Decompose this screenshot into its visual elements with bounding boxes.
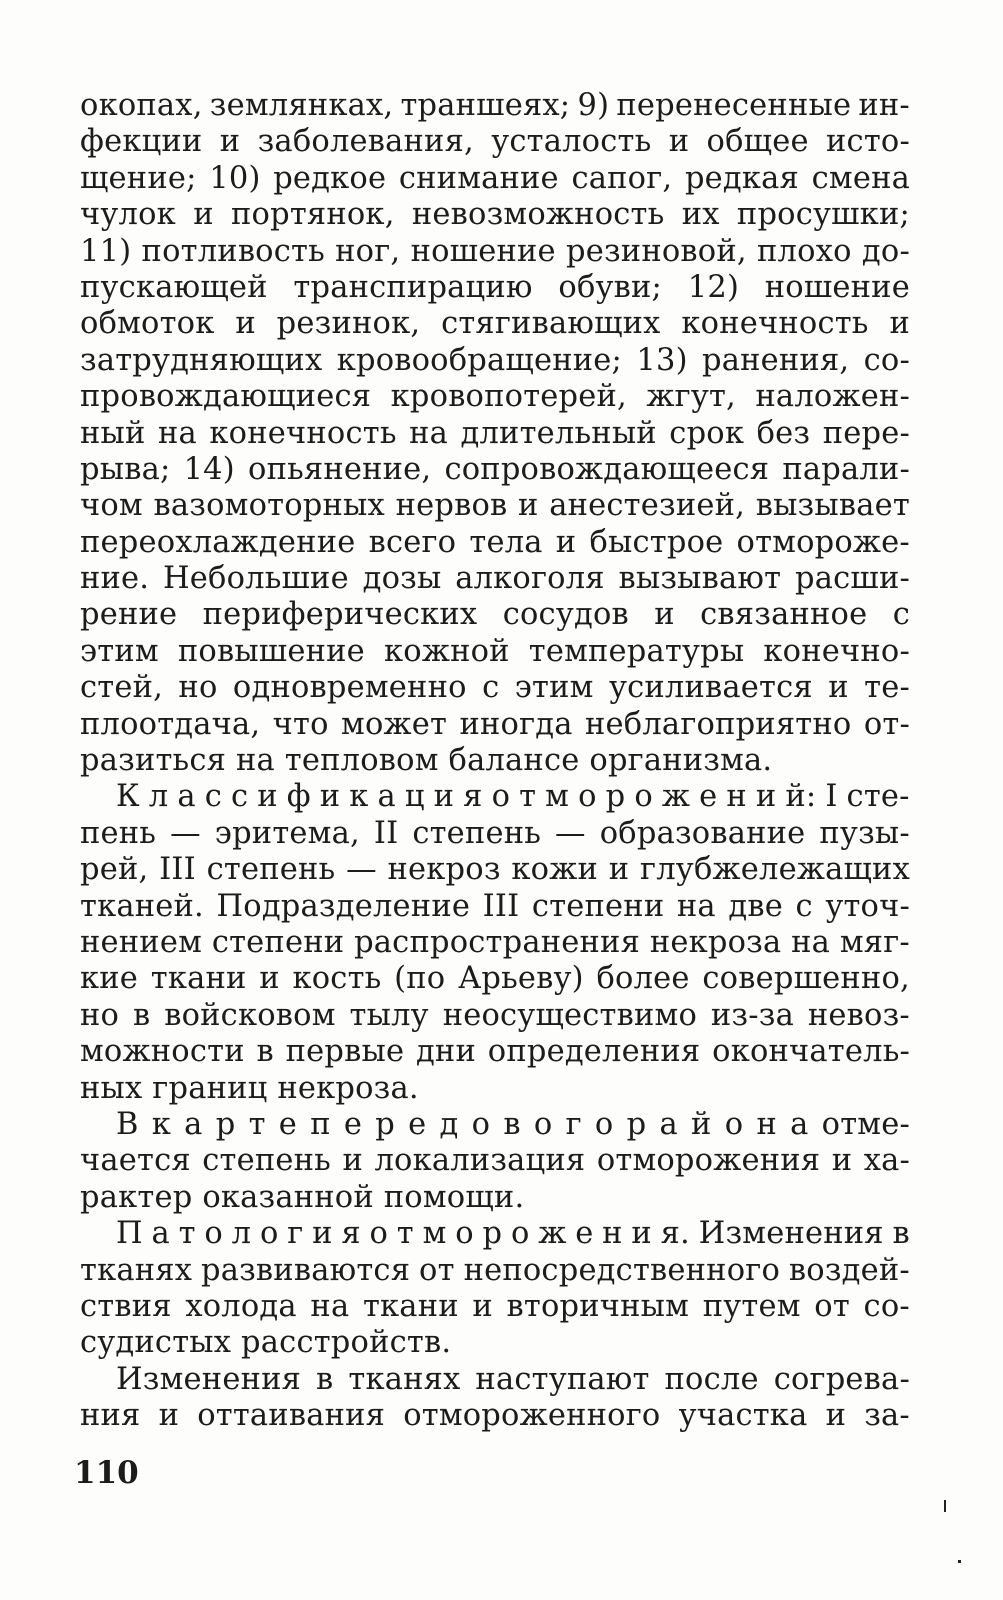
text-line: чулок и портянок, невозможность их просушки; <box>80 197 910 233</box>
text-line: этим повышение кожной температуры конечно- <box>80 633 910 669</box>
text-line: рыва; 14) опьянение, сопровождающееся парали- <box>80 451 910 487</box>
text-line: щение; 10) редкое снимание сапог, редкая смена <box>80 160 910 196</box>
text-line: пень — эритема, II степень — образование пузы- <box>80 815 910 851</box>
text-line: стей, но одновременно с этим усиливается и те- <box>80 670 910 706</box>
text-line: плоотдача, что может иногда неблагоприятно от- <box>80 706 910 742</box>
text-line: нением степени распространения некроза на мяг- <box>80 924 910 960</box>
text-line: фекции и заболевания, усталость и общее исто- <box>80 124 910 160</box>
text-line: П а т о л о г и я о т м о р о ж е н и я. Изменения в <box>116 1216 910 1252</box>
text-line: затрудняющих кровообращение; 13) ранения, со- <box>80 342 910 378</box>
text-line: провождающиеся кровопотерей, жгут, наложен- <box>80 379 910 415</box>
text-line: тканях развиваются от непосредственного воздей- <box>80 1252 910 1288</box>
text-line: тканей. Подразделение III степени на две с уточ- <box>80 888 910 924</box>
text-line: 11) потливость ног, ношение резиновой, плохо до- <box>80 233 910 269</box>
text-line: рей, III степень — некроз кожи и глубжележащих <box>80 852 910 888</box>
text-line: судистых расстройств. <box>80 1325 452 1361</box>
text-line: ния и оттаивания отмороженного участка и за- <box>80 1398 910 1434</box>
margin-mark <box>944 1500 946 1512</box>
text-line: ствия холода на ткани и вторичным путем от со- <box>80 1288 910 1324</box>
text-line: пускающей транспирацию обуви; 12) ношение <box>80 269 910 305</box>
text-line: обмоток и резинок, стягивающих конечность и <box>80 306 910 342</box>
margin-mark <box>958 1560 961 1563</box>
text-line: ный на конечность на длительный срок без пере- <box>80 415 910 451</box>
text-line: Изменения в тканях наступают после согрева- <box>116 1361 910 1397</box>
text-line: В к а р т е п е р е д о в о г о р а й о н а отме- <box>116 1106 910 1142</box>
text-line: окопах, землянках, траншеях; 9) перенесенные ин- <box>80 88 910 123</box>
text-line: ных границ некроза. <box>80 1070 419 1106</box>
text-line: чается степень и локализация отморожения и ха- <box>80 1143 910 1179</box>
text-line: ние. Небольшие дозы алкоголя вызывают расши- <box>80 561 910 597</box>
page-number: 110 <box>74 1455 139 1491</box>
text-line: кие ткани и кость (по Арьеву) более совершенно, <box>80 961 910 997</box>
text-line: К л а с с и ф и к а ц и я о т м о р о ж е н и й: I сте- <box>116 779 910 815</box>
text-line: рение периферических сосудов и связанное с <box>80 597 910 633</box>
text-line: чом вазомоторных нервов и анестезией, вызывает <box>80 488 910 524</box>
text-line: рактер оказанной помощи. <box>80 1179 525 1215</box>
body-text <box>80 88 910 1434</box>
text-line: можности в первые дни определения окончатель- <box>80 1034 910 1070</box>
text-line: переохлаждение всего тела и быстрое отмороже- <box>80 524 910 560</box>
text-line: но в войсковом тылу неосуществимо из-за невоз- <box>80 997 910 1033</box>
text-line: разиться на тепловом балансе организма. <box>80 743 773 779</box>
